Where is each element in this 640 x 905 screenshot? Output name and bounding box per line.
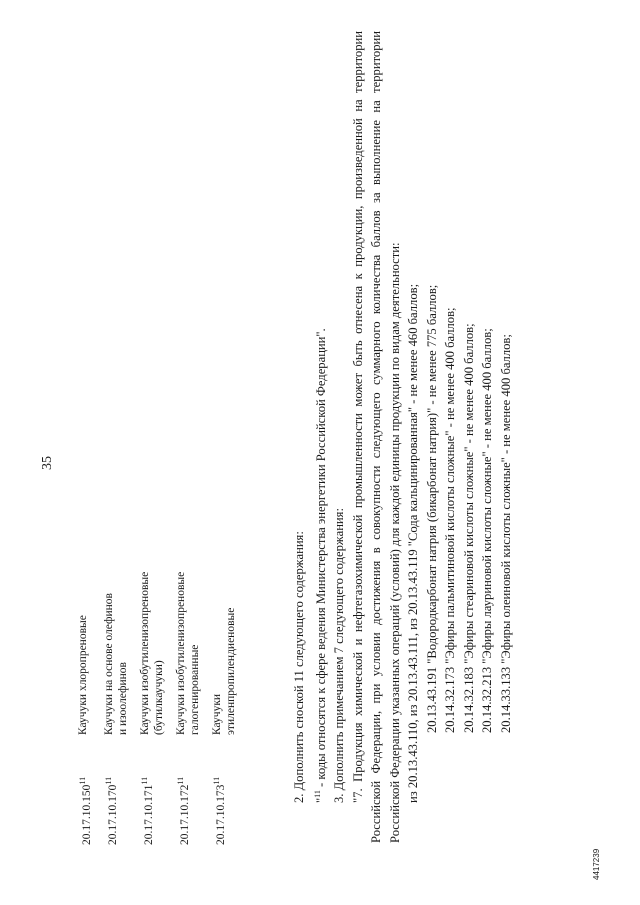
document-body (290, 31, 515, 843)
product-code: 20.17.10.173$^{11}$ (211, 776, 227, 845)
product-code: 20.17.10.150$^{11}$ (78, 776, 93, 845)
footnote-paragraph: "$^{11}$ - коды относятся к сфере ведения Министерства энергетики Российской Федерации". (312, 328, 328, 803)
product-name: Каучуки этиленпропилендиеновые (210, 607, 237, 735)
product-code: 20.17.10.170$^{11}$ (103, 776, 119, 845)
page-number: 35 (40, 456, 55, 470)
product-code: 20.17.10.172$^{11}$ (175, 776, 191, 845)
paragraph: 2. Дополнить сноской 11 следующего содержания: (292, 531, 306, 803)
paragraph: 3. Дополнить примечанием 7 следующего содержания: (332, 508, 347, 803)
table-row (76, 245, 94, 845)
product-name: Каучуки изобутиленизопреновые (бутилкаучуки) (138, 571, 165, 735)
table-row (102, 245, 130, 845)
product-name: Каучуки изобутиленизопреновые галогенированные (174, 571, 201, 735)
paragraph: "7. Продукция химической и нефтегазохимической промышленности может быть отнесена к продукции, произведенной на территории Российской Федерации, при условии достижения в совокупности следующего суммарного количества баллов за выполнение на территории Российской Федерации указанных операций (условий) для каждой единицы продукции по видам деятельности: (350, 31, 402, 843)
product-code: 20.17.10.171$^{11}$ (139, 776, 155, 845)
list-item: 20.14.32.213 "Эфиры лауриновой кислоты сложные" - не менее 400 баллов; (480, 328, 495, 733)
document-id: 4417239 (592, 848, 601, 880)
list-item: из 20.13.43.110, из 20.13.43.111, из 20.13.43.119 "Сода кальцинированная" - не менее 460 баллов; (406, 283, 421, 803)
table-row (138, 245, 166, 845)
product-name: Каучуки на основе олефинов и изоолефинов (102, 593, 129, 735)
list-item: 20.14.32.183 "Эфиры стеариновой кислоты сложные" - не менее 400 баллов; (461, 323, 476, 733)
list-item: 20.14.32.173 "Эфиры пальмитиновой кислоты сложные" - не менее 400 баллов; (443, 307, 458, 733)
table-row (174, 245, 202, 845)
product-name: Каучуки хлоропреновые (77, 615, 89, 735)
product-table (76, 245, 246, 845)
list-item: 20.13.43.191 "Водородкарбонат натрия (бикарбонат натрия)" - не менее 775 баллов; (424, 284, 439, 733)
list-item: 20.14.33.133 "Эфиры олеиновой кислоты сложные" - не менее 400 баллов; (498, 334, 513, 733)
table-row (210, 245, 238, 845)
